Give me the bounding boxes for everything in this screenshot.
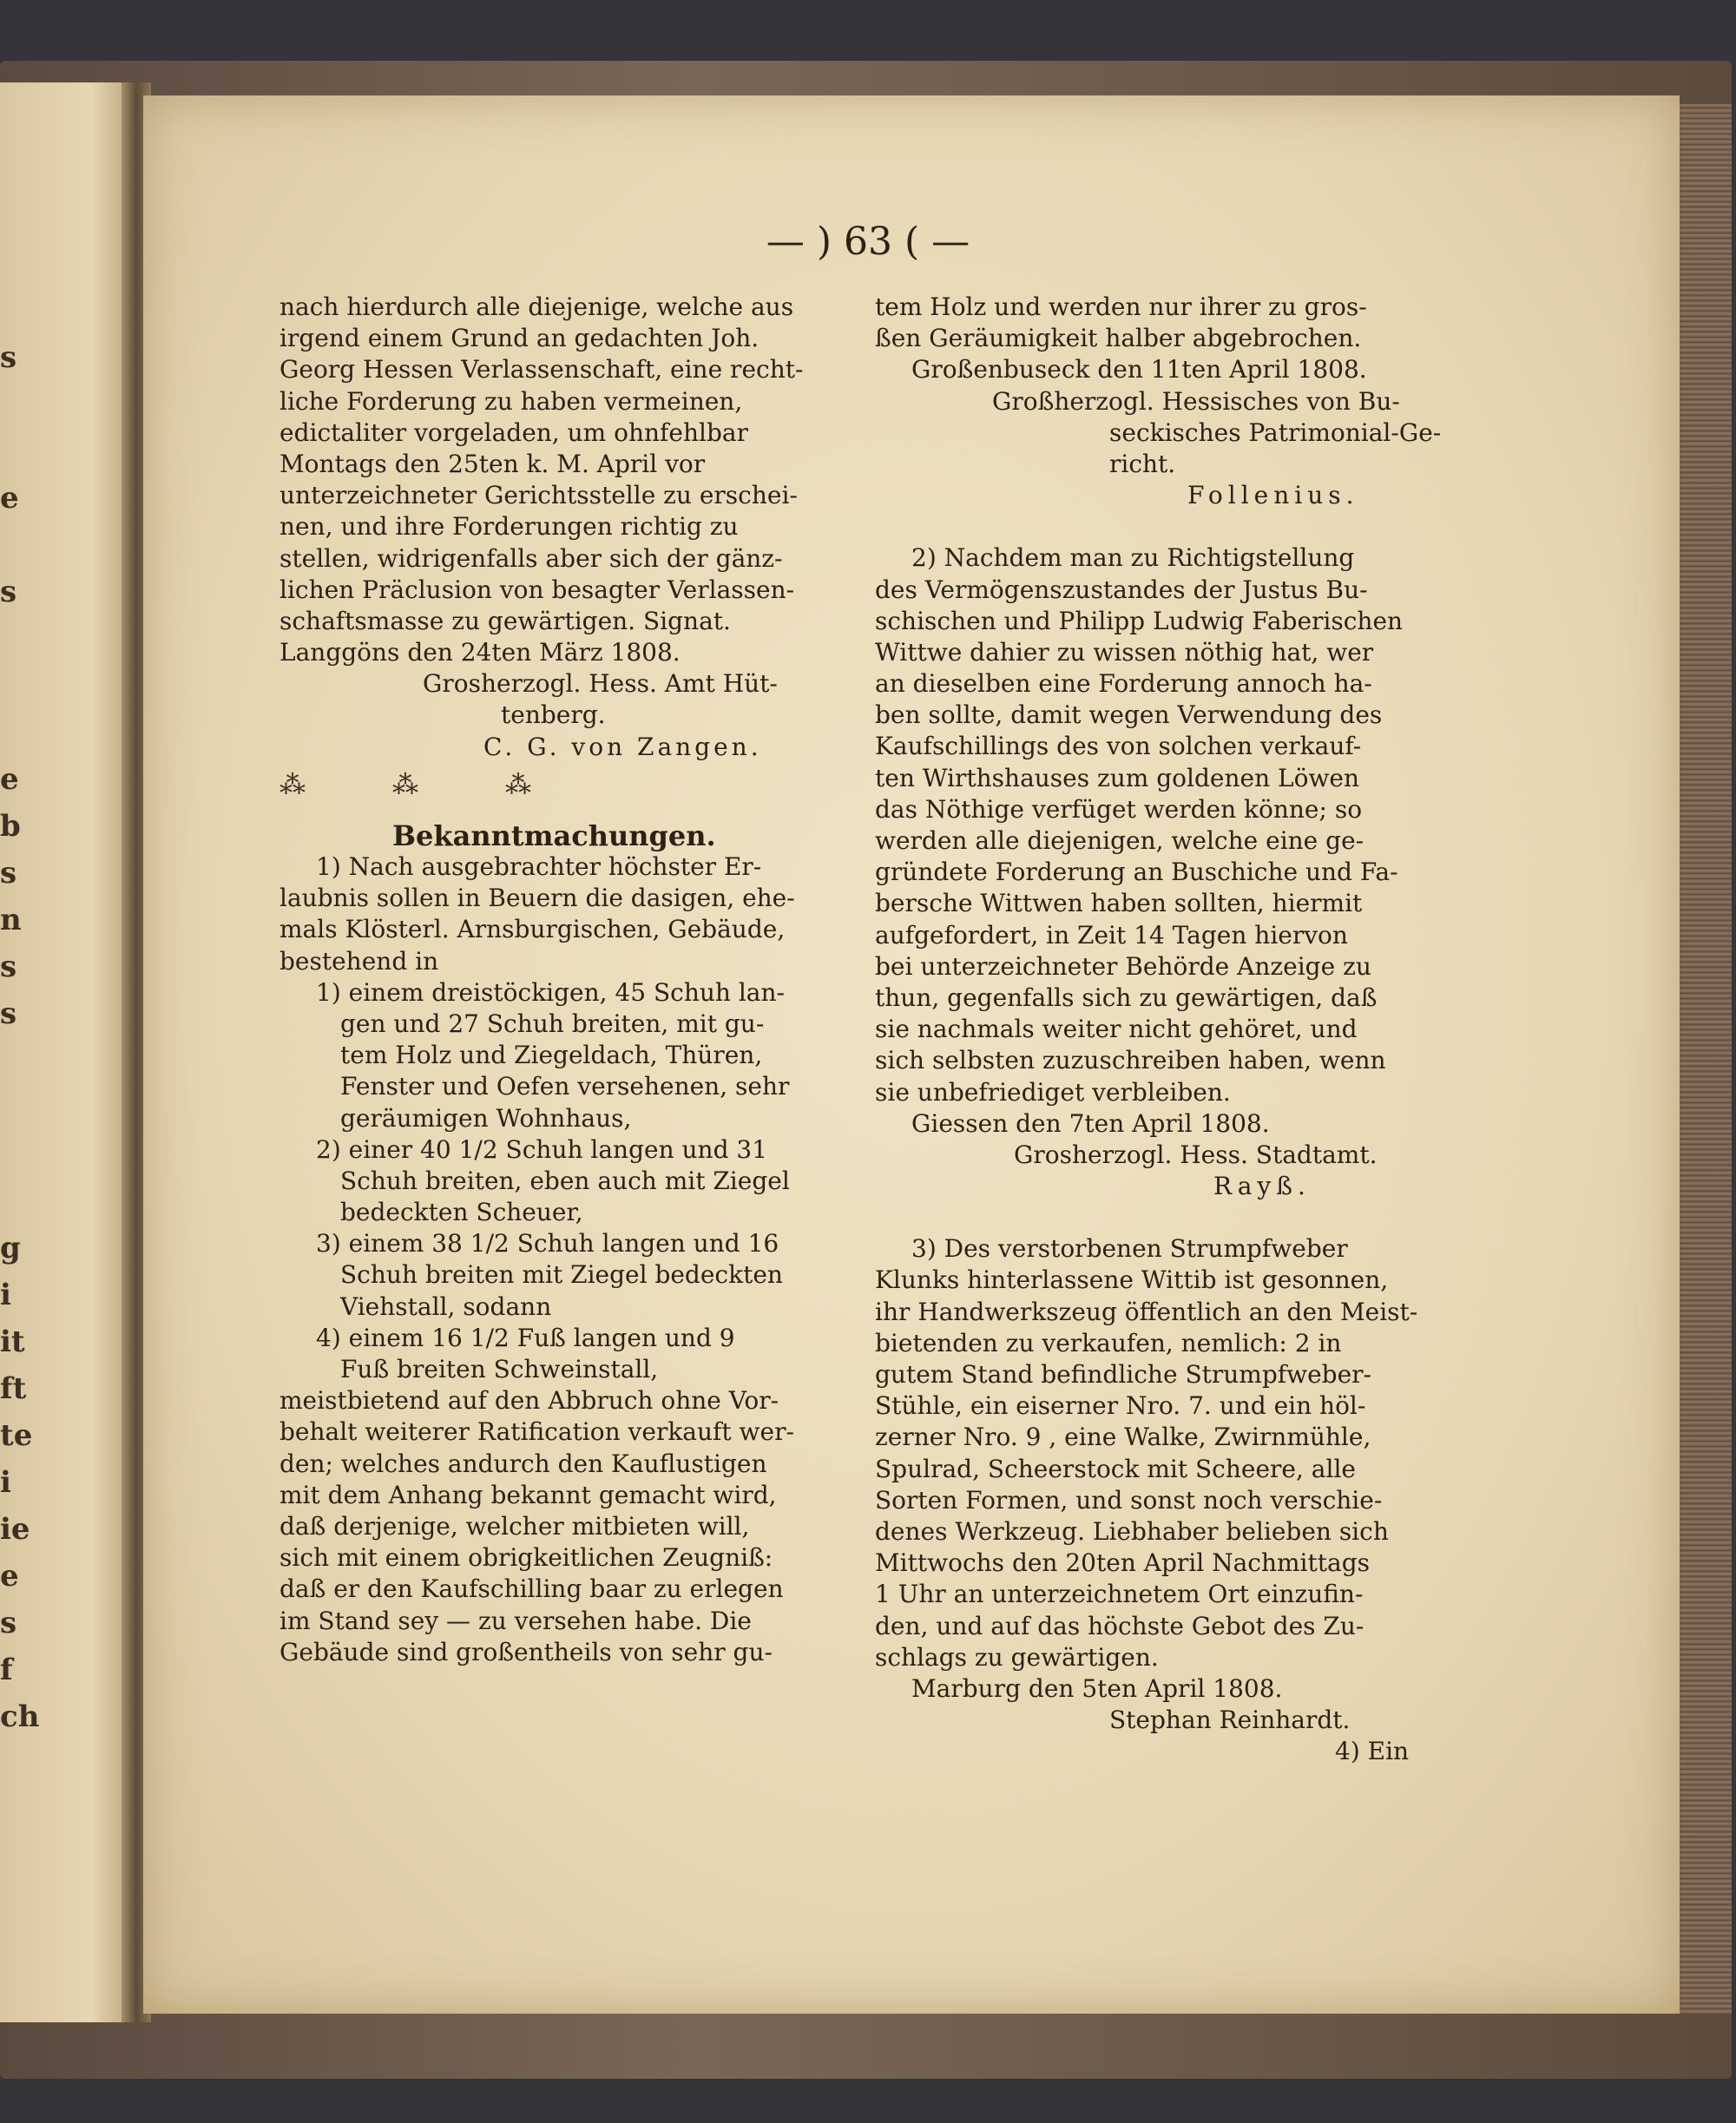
building-line: geräumigen Wohnhaus, [340,1103,632,1133]
office-signature: tenberg. [501,700,606,730]
notice-line: Georg Hessen Verlassenschaft, eine recht- [279,355,804,385]
edge-glyph: b [0,809,21,844]
item-line: mals Klösterl. Arnsburgischen, Gebäude, [279,915,786,944]
edge-glyph: ie [0,1512,30,1547]
terms-line: im Stand sey — zu versehen habe. Die [279,1606,752,1635]
item-line: das Nöthige verfüget werden könne; so [875,794,1363,824]
edge-glyph: e [0,481,19,516]
continuation-line: ßen Geräumigkeit halber abgebrochen. [875,324,1362,353]
item-line: 2) Nachdem man zu Richtigstellung [911,543,1355,573]
item-line: laubnis sollen in Beuern die dasigen, ehe- [279,884,795,913]
edge-glyph: ch [0,1699,40,1734]
terms-line: den; welches andurch den Kauflustigen [279,1449,767,1478]
catchword: 4) Ein [1335,1737,1410,1766]
continuation-line: Großenbuseck den 11ten April 1808. [911,355,1367,385]
notice-line: lichen Präclusion von besagter Verlassen- [279,575,795,604]
edge-glyph [0,522,21,569]
ornament-glyph: ⁂ [392,769,420,800]
notice-line: unterzeichneter Gerichtsstelle zu erschei- [279,481,798,510]
terms-line: Gebäude sind großentheils von sehr gu- [279,1637,773,1666]
signer-name: Follenius. [1187,481,1359,510]
building-line: gen und 27 Schuh breiten, mit gu- [340,1009,765,1038]
item-line: 1) Nach ausgebrachter höchster Er- [316,852,762,881]
building-line: 2) einer 40 1/2 Schuh langen und 31 [316,1134,768,1164]
signer-name: Rayß. [1213,1172,1311,1201]
item-line: Wittwe dahier zu wissen nöthig hat, wer [875,637,1374,667]
notice-line: schaftsmasse zu gewärtigen. Signat. [279,606,731,635]
notice-line: irgend einem Grund an gedachten Joh. [279,324,760,353]
office-signature: Grosherzogl. Hess. Amt Hüt- [423,669,778,699]
building-line: 1) einem dreistöckigen, 45 Schuh lan- [316,977,785,1007]
signer-name: Stephan Reinhardt. [1109,1706,1351,1735]
edge-glyph [0,1131,21,1178]
item-line: thun, gegenfalls sich zu gewärtigen, daß [875,983,1378,1012]
notice-line: nach hierdurch alle diejenige, welche aus [279,292,794,321]
building-line: bedeckten Scheuer, [340,1198,583,1227]
building-line: 3) einem 38 1/2 Schuh langen und 16 [316,1229,779,1259]
item-line: des Vermögenszustandes der Justus Bu- [875,575,1368,604]
notice-line: nen, und ihre Forderungen richtig zu [279,512,739,542]
edge-glyph [0,615,21,662]
building-line: Viehstall, sodann [340,1292,552,1321]
edge-glyph [0,1084,21,1131]
item-line: denes Werkzeug. Liebhaber belieben sich [875,1516,1389,1546]
edge-glyph [0,709,21,756]
item-1 [279,851,852,977]
right-column [875,292,1442,1767]
item-line: Klunks hinterlassene Wittib ist gesonnen, [875,1265,1389,1295]
item-line: ihr Handwerkszeug öffentlich an den Meist- [875,1297,1418,1326]
terms-line: daß er den Kaufschilling baar zu erlegen [279,1574,784,1604]
notice-line: liche Forderung zu haben vermeinen, [279,386,743,416]
item-line: werden alle diejenigen, welche eine ge- [875,826,1364,855]
item-2 [875,542,1439,1202]
terms-line: mit dem Anhang bekannt gemacht wird, [279,1480,777,1509]
notice-line: stellen, widrigenfalls aber sich der gänz- [279,543,783,573]
edge-glyph: s [0,996,17,1031]
edge-glyph: e [0,762,19,797]
building-line: Schuh breiten mit Ziegel bedeckten [340,1260,783,1290]
terms-line: daß derjenige, welcher mitbieten will, [279,1511,750,1541]
edge-glyph: s [0,1606,17,1640]
edge-glyph: te [0,1418,33,1453]
building-list [279,977,852,1385]
item-line: ben sollte, damit wegen Verwendung des [875,700,1383,730]
edge-glyph: i [0,1465,11,1500]
signer-name: C. G. von Zangen. [483,732,762,761]
building-line: Fuß breiten Schweinstall, [340,1355,659,1384]
left-page-edge-text [0,334,40,1740]
item-line: Kaufschillings des von solchen verkauf- [875,732,1362,761]
office-signature: Großherzogl. Hessisches von Bu- [992,386,1400,416]
notice-line: edictaliter vorgeladen, um ohnfehlbar [279,417,748,447]
edge-glyph: s [0,340,17,375]
left-page-fragment [0,82,130,2022]
spacer [875,1202,1439,1233]
edge-glyph: i [0,1278,11,1312]
office-signature: richt. [1109,449,1176,478]
ornament-divider [279,763,852,815]
item-line: Stühle, ein eiserner Nro. 7. und ein höl- [875,1391,1366,1421]
edge-glyph [0,662,21,709]
office-signature: Grosherzogl. Hess. Stadtamt. [1014,1140,1378,1169]
item-line: zerner Nro. 9 , eine Walke, Zwirnmühle, [875,1423,1371,1452]
office-signature: seckisches Patrimonial-Ge- [1109,417,1442,447]
spacer [875,511,1439,542]
edge-glyph [0,428,21,475]
item-line: Spulrad, Scheerstock mit Scheere, alle [875,1454,1356,1483]
item-line: Mittwochs den 20ten April Nachmittags [875,1548,1370,1578]
edge-glyph: ft [0,1371,27,1406]
edge-glyph: s [0,856,17,891]
item-line: sie unbefriediget verbleiben. [875,1077,1231,1107]
item-line: aufgefordert, in Zeit 14 Tagen hiervon [875,920,1348,950]
building-line: tem Holz und Ziegeldach, Thüren, [340,1041,763,1070]
edge-glyph [0,1178,21,1225]
item-line: an dieselben eine Forderung annoch ha- [875,669,1372,699]
item-line: bietenden zu verkaufen, nemlich: 2 in [875,1328,1342,1357]
page-edges [1680,104,1732,2014]
ornament-glyph: ⁂ [505,769,533,800]
item-line: den, und auf das höchste Gebot des Zu- [875,1611,1364,1640]
continuation-line: tem Holz und werden nur ihrer zu gros- [875,292,1367,321]
section-heading: Bekanntmachungen. [392,818,716,852]
item-line: 1 Uhr an unterzeichnetem Ort einzufin- [875,1580,1364,1609]
place-date: Giessen den 7ten April 1808. [911,1108,1270,1138]
item-line: ten Wirthshauses zum goldenen Löwen [875,763,1360,792]
edge-glyph: s [0,575,17,609]
item-line: bei unterzeichneter Behörde Anzeige zu [875,951,1371,981]
left-column [279,292,852,1668]
item-line: sie nachmals weiter nicht gehöret, und [875,1015,1358,1044]
item-line: bersche Wittwen haben sollten, hiermit [875,889,1363,918]
edge-glyph: e [0,1559,19,1594]
item-line: schischen und Philipp Ludwig Faberischen [875,606,1404,635]
edge-glyph: n [0,903,22,937]
estate-notice [279,292,852,668]
terms-line: behalt weiterer Ratification verkauft wer- [279,1417,794,1447]
item-3 [875,1233,1439,1767]
item-line: gründete Forderung an Buschiche und Fa- [875,858,1398,887]
item-line: 3) Des verstorbenen Strumpfweber [911,1234,1348,1264]
notice-line: Montags den 25ten k. M. April vor [279,449,706,478]
building-line: Fenster und Oefen versehenen, sehr [340,1072,790,1101]
item-line: schlags zu gewärtigen. [875,1642,1159,1672]
edge-glyph: it [0,1324,25,1359]
item-line: bestehend in [279,946,439,976]
building-line: Schuh breiten, eben auch mit Ziegel [340,1166,790,1195]
notice-line: Langgöns den 24ten März 1808. [279,638,681,667]
edge-glyph [0,381,21,428]
terms-line: meistbietend auf den Abbruch ohne Vor- [279,1386,779,1416]
item-line: sich selbsten zuzuschreiben haben, wenn [875,1046,1386,1075]
item-line: Sorten Formen, und sonst noch verschie- [875,1485,1383,1515]
page-number: — ) 63 ( — [766,220,970,264]
edge-glyph: f [0,1653,13,1687]
ornament-glyph: ⁂ [279,769,307,800]
terms-line: sich mit einem obrigkeitlichen Zeugniß: [279,1543,773,1573]
place-date: Marburg den 5ten April 1808. [911,1673,1283,1703]
edge-glyph: g [0,1231,21,1265]
item-line: gutem Stand befindliche Strumpfweber- [875,1360,1372,1389]
edge-glyph [0,1037,21,1084]
edge-glyph: s [0,950,17,984]
building-line: 4) einem 16 1/2 Fuß langen und 9 [316,1323,735,1352]
sale-terms [279,1385,852,1668]
